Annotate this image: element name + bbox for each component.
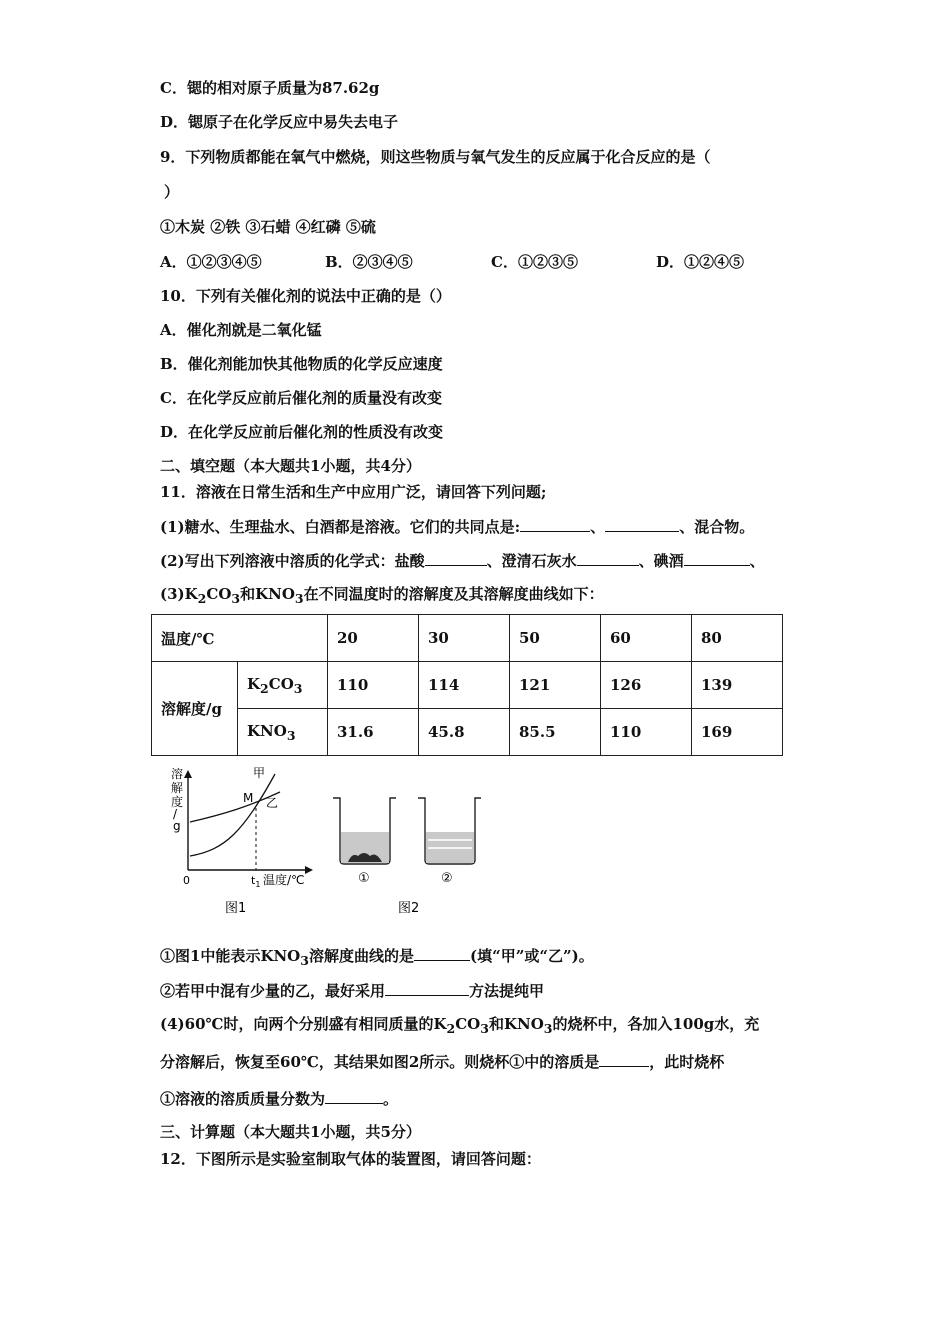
x-axis-arrow-icon (305, 866, 313, 874)
table-cell: 80 (692, 615, 783, 662)
text: 。 (383, 1090, 399, 1108)
curve-jia-label: 甲 (253, 766, 266, 780)
text: K (247, 674, 261, 693)
text: t (251, 874, 256, 887)
table-cell: 20 (328, 615, 419, 662)
q10-option-b: B．催化剂能加快其他物质的化学反应速度 (160, 355, 443, 373)
beaker-1 (333, 798, 396, 886)
section-2-heading: 二、填空题（本大题共1小题，共4分） (160, 457, 421, 475)
text: (填“甲”或“乙”)。 (469, 947, 594, 965)
q11-part2-b: 、澄清石灰水 (486, 552, 577, 570)
table-cell: 60 (601, 615, 692, 662)
table-cell: 110 (601, 709, 692, 756)
text: CO (268, 674, 294, 693)
q10-option-c: C．在化学反应前后催化剂的质量没有改变 (160, 389, 442, 407)
text: CO (206, 585, 232, 603)
text: ②若甲中混有少量的乙，最好采用 (160, 982, 386, 1000)
answer-blank[interactable] (577, 550, 639, 566)
answer-blank[interactable] (414, 945, 470, 961)
subscript: 3 (543, 1021, 553, 1036)
q11-part1-end: 、混合物。 (679, 518, 755, 536)
y-axis-label-char: 解 (171, 781, 184, 795)
text: 方法提纯甲 (469, 982, 545, 1000)
subscript: 3 (480, 1021, 489, 1036)
q9-option-c: C．①②③⑤ (491, 253, 578, 271)
q8-option-d: D．锶原子在化学反应中易失去电子 (160, 113, 399, 131)
solubility-table (151, 614, 783, 756)
q10-option-d: D．在化学反应前后催化剂的性质没有改变 (160, 423, 444, 441)
origin-label: 0 (183, 874, 190, 887)
table-row (152, 709, 783, 756)
text: (3)K (160, 585, 198, 603)
q9-stem-line1: 9．下列物质都能在氧气中燃烧，则这些物质与氧气发生的反应属于化合反应的是（ (160, 148, 711, 166)
q11-part2 (160, 550, 765, 571)
figure-1-caption: 图1 (225, 901, 247, 916)
figure-2-beakers (328, 790, 488, 920)
t1-label (251, 874, 260, 889)
text: 和KNO (240, 585, 295, 603)
subscript: 2 (446, 1021, 456, 1036)
table-row (152, 615, 783, 662)
separator: 、 (590, 518, 606, 536)
kno3-label (238, 709, 328, 756)
text: ①图1中能表示KNO (160, 947, 301, 965)
k2co3-label (238, 662, 328, 709)
answer-blank[interactable] (605, 516, 679, 532)
text: (4)60℃时，向两个分别盛有相同质量的K (160, 1015, 447, 1033)
q10-stem: 10．下列有关催化剂的说法中正确的是（） (160, 287, 451, 305)
answer-blank[interactable] (520, 516, 590, 532)
q11-sub1 (160, 945, 594, 971)
section-3-heading: 三、计算题（本大题共1小题，共5分） (160, 1123, 421, 1141)
y-axis-label-char: g (173, 819, 181, 833)
q9-option-d: D．①②④⑤ (656, 253, 745, 271)
text: KNO (247, 721, 287, 740)
table-cell: 31.6 (328, 709, 419, 756)
beaker-2 (418, 798, 481, 886)
table-cell: 139 (692, 662, 783, 709)
q11-part3 (160, 584, 604, 609)
answer-blank[interactable] (425, 550, 487, 566)
answer-blank[interactable] (385, 980, 469, 996)
answer-blank[interactable] (325, 1088, 383, 1104)
q11-part1-text: (1)糖水、生理盐水、白酒都是溶液。它们的共同点是: (160, 518, 521, 536)
y-axis-label-char: 度 (171, 795, 184, 809)
subscript: 3 (293, 680, 303, 696)
q9-stem-line2: ） (164, 183, 180, 201)
q11-part1 (160, 516, 754, 537)
text: 和KNO (488, 1015, 544, 1033)
y-axis-arrow-icon (184, 770, 192, 778)
q9-items: ①木炭 ②铁 ③石蜡 ④红磷 ⑤硫 (160, 218, 376, 236)
table-cell: 114 (419, 662, 510, 709)
curve-jia (190, 774, 275, 856)
q11-part4-line3 (160, 1088, 398, 1109)
subscript: 3 (294, 591, 304, 606)
q11-part2-c: 、碘酒 (638, 552, 684, 570)
answer-blank[interactable] (684, 550, 750, 566)
table-cell: 126 (601, 662, 692, 709)
x-axis-label: 温度/℃ (263, 873, 305, 887)
q10-option-a: A．催化剂就是二氧化锰 (160, 321, 322, 339)
subscript: 2 (260, 680, 269, 696)
figure-2-caption: 图2 (398, 901, 420, 916)
q9-option-b: B．②③④⑤ (325, 253, 413, 271)
text: ，此时烧杯 (649, 1053, 725, 1071)
q11-sub2 (160, 980, 544, 1001)
table-cell: 45.8 (419, 709, 510, 756)
q12-stem: 12．下图所示是实验室制取气体的装置图，请回答问题： (160, 1150, 541, 1168)
table-row (152, 662, 783, 709)
subscript: 3 (286, 727, 296, 743)
table-cell: 121 (510, 662, 601, 709)
text: 分溶解后，恢复至60℃，其结果如图2所示。则烧杯①中的溶质是 (160, 1053, 600, 1071)
q11-part4-line2 (160, 1051, 724, 1072)
beaker-2-label: ② (441, 871, 453, 886)
text: 溶解度曲线的是 (308, 947, 414, 965)
table-cell: 169 (692, 709, 783, 756)
y-axis-label-char: / (173, 807, 178, 821)
q11-part2-end: 、 (749, 552, 765, 570)
temperature-header: 温度/℃ (152, 615, 328, 662)
solubility-header: 溶解度/g (152, 662, 238, 756)
subscript: 2 (197, 591, 207, 606)
q9-option-a: A．①②③④⑤ (160, 253, 262, 271)
subscript: 3 (300, 953, 309, 968)
q9-options (160, 252, 744, 272)
q8-option-c: C．锶的相对原子质量为87.62g (160, 79, 380, 97)
subscript: 1 (255, 880, 261, 889)
figure-1-solubility-curves (155, 762, 325, 922)
text: 在不同温度时的溶解度及其溶解度曲线如下： (303, 585, 604, 603)
q11-part4-line1 (160, 1014, 759, 1039)
q11-stem: 11．溶液在日常生活和生产中应用广泛，请回答下列问题; (160, 483, 547, 501)
subscript: 3 (231, 591, 241, 606)
text: CO (455, 1015, 481, 1033)
text: 的烧杯中，各加入100g水，充 (552, 1015, 760, 1033)
table-cell: 85.5 (510, 709, 601, 756)
q11-part2-text: (2)写出下列溶液中溶质的化学式：盐酸 (160, 552, 425, 570)
beaker-1-label: ① (358, 871, 370, 886)
table-cell: 30 (419, 615, 510, 662)
table-cell: 50 (510, 615, 601, 662)
answer-blank[interactable] (599, 1051, 649, 1067)
y-axis-label-char: 溶 (171, 767, 184, 781)
curve-yi-label: 乙 (266, 796, 279, 810)
point-m-label: M (243, 791, 254, 805)
text: ①溶液的溶质质量分数为 (160, 1090, 326, 1108)
table-cell: 110 (328, 662, 419, 709)
